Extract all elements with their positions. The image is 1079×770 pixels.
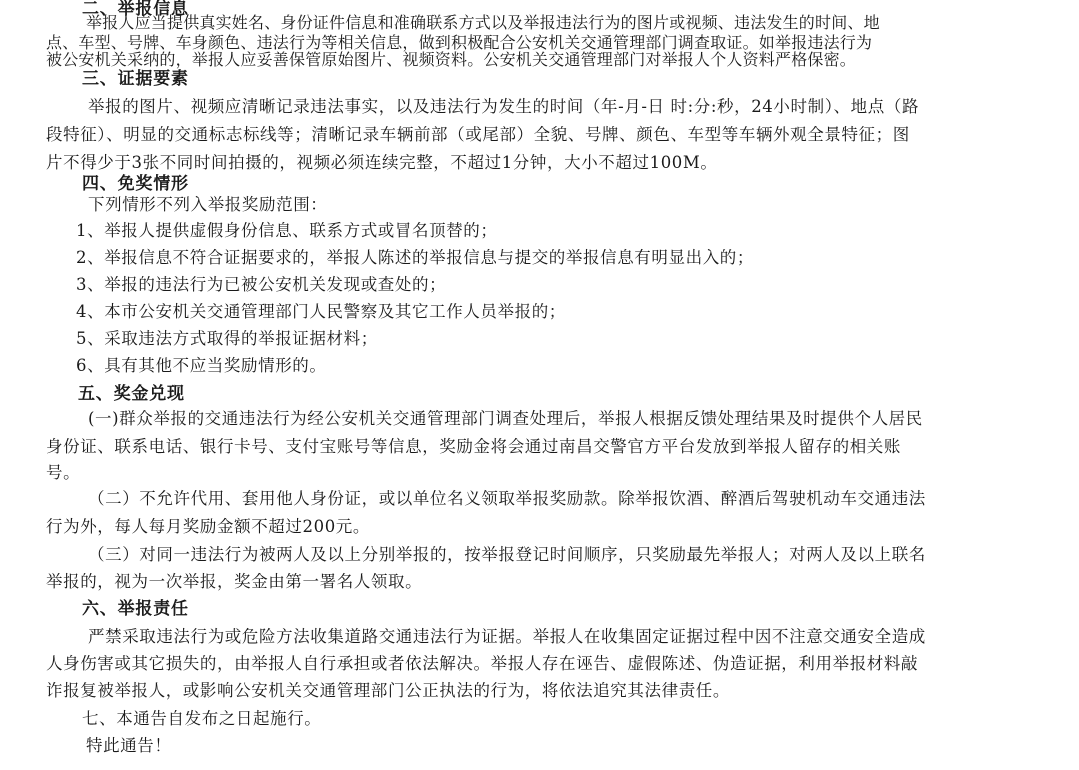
- list-item: 4、本市公安机关交通管理部门人民警察及其它工作人员举报的；: [76, 302, 566, 321]
- section-heading-evidence: 三、证据要素: [82, 69, 189, 89]
- paragraph-line: 举报人应当提供真实姓名、身份证件信息和准确联系方式以及举报违法行为的图片或视频、违法发生的时间、地: [86, 13, 880, 32]
- paragraph-line: （三）对同一违法行为被两人及以上分别举报的，按举报登记时间顺序，只奖励最先举报人；对两人及以上联名: [88, 545, 926, 564]
- paragraph-line: 举报的，视为一次举报，奖金由第一署名人领取。: [46, 572, 423, 591]
- paragraph-line: （二）不允许代用、套用他人身份证，或以单位名义领取举报奖励款。除举报饮酒、醉酒后驾驶机动车交通违法: [88, 489, 926, 508]
- paragraph-line: 诈报复被举报人，或影响公安机关交通管理部门公正执法的行为，将依法追究其法律责任。: [46, 681, 730, 700]
- paragraph-line: 人身伤害或其它损失的，由举报人自行承担或者依法解决。举报人存在诬告、虚假陈述、伪造证据，利用举报材料敲: [46, 654, 919, 673]
- section-heading-report-info: 二、举报信息: [82, 0, 189, 19]
- section-heading-responsibility: 六、举报责任: [82, 599, 189, 619]
- paragraph-line: 段特征）、明显的交通标志标线等；清晰记录车辆前部（或尾部）全貌、号牌、颜色、车型等车辆外观全景特征；图: [46, 125, 910, 144]
- paragraph-line: 严禁采取违法行为或危险方法收集道路交通违法行为证据。举报人在收集固定证据过程中因不注意交通安全造成: [88, 627, 926, 646]
- list-item: 1、举报人提供虚假身份信息、联系方式或冒名顶替的；: [76, 221, 498, 240]
- paragraph-line: 下列情形不列入举报奖励范围：: [88, 195, 328, 214]
- paragraph-line: (一)群众举报的交通违法行为经公安机关交通管理部门调查处理后，举报人根据反馈处理结果及时提供个人居民: [88, 409, 923, 428]
- paragraph-line: 点、车型、号牌、车身颜色、违法行为等相关信息，做到积极配合公安机关交通管理部门调查取证。如举报违法行为: [46, 33, 873, 52]
- list-item: 6、具有其他不应当奖励情形的。: [76, 356, 327, 375]
- closing-text: 特此通告！: [86, 736, 172, 755]
- paragraph-line: 行为外，每人每月奖励金额不超过200元。: [46, 517, 370, 536]
- paragraph-line: 身份证、联系电话、银行卡号、支付宝账号等信息，奖励金将会通过南昌交警官方平台发放到举报人留存的相关账: [46, 437, 901, 456]
- paragraph-line: 被公安机关采纳的，举报人应妥善保管原始图片、视频资料。公安机关交通管理部门对举报人个人资料严格保密。: [46, 50, 857, 69]
- list-item: 3、举报的违法行为已被公安机关发现或查处的；: [76, 275, 447, 294]
- section-heading-rewards: 五、奖金兑现: [78, 384, 185, 404]
- paragraph-line: 号。: [46, 463, 81, 482]
- paragraph-line: 举报的图片、视频应清晰记录违法事实，以及违法行为发生的时间（年-月-日 时:分:秒，24小时制）、地点（路: [88, 97, 920, 116]
- section-heading-effective-date: 七、本通告自发布之日起施行。: [82, 709, 322, 728]
- section-heading-exemptions: 四、免奖情形: [82, 174, 189, 194]
- paragraph-line: 片不得少于3张不同时间拍摄的，视频必须连续完整，不超过1分钟，大小不超过100M。: [46, 153, 718, 172]
- list-item: 5、采取违法方式取得的举报证据材料；: [76, 329, 378, 348]
- list-item: 2、举报信息不符合证据要求的，举报人陈述的举报信息与提交的举报信息有明显出入的；: [76, 248, 754, 267]
